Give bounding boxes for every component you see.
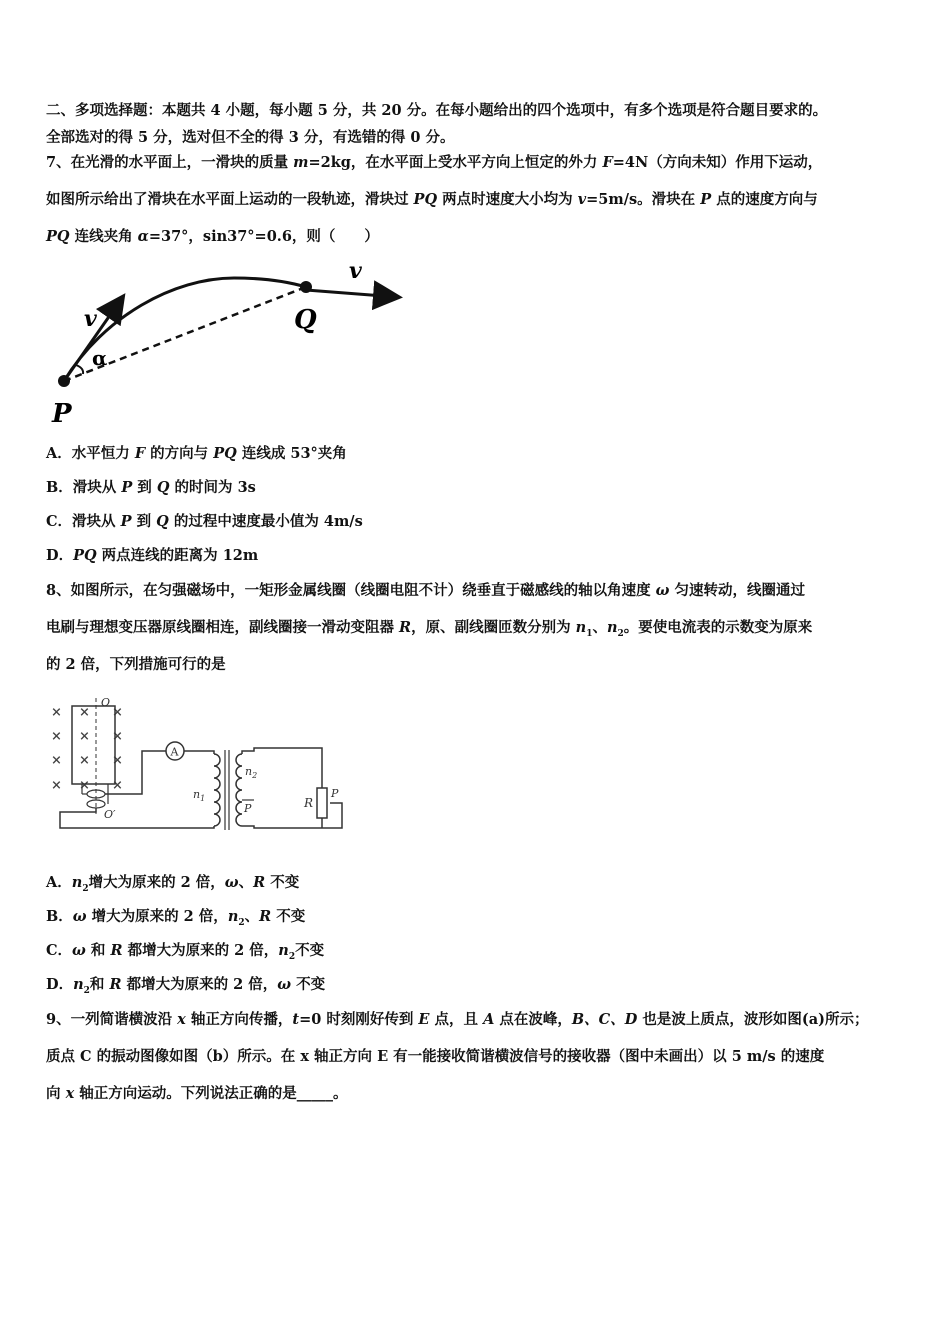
q8-option-d[interactable] [46, 975, 325, 1001]
primary-coil [214, 754, 220, 826]
q8-line1 [46, 581, 805, 601]
field-cross: × [112, 778, 123, 793]
q8-text: 、 [592, 619, 607, 636]
option-text: 不变 [295, 942, 325, 959]
angle-arc [76, 365, 83, 374]
velocity-arrow-q [306, 290, 397, 297]
option-sub: 2 [288, 951, 296, 962]
label-r: R [304, 796, 314, 810]
point-p-dot [58, 375, 70, 387]
label-p2: P [331, 787, 339, 800]
secondary-coil [236, 754, 242, 826]
field-cross: × [112, 729, 123, 744]
option-label: C． [46, 513, 73, 530]
q9-x-symbol: x [65, 1085, 75, 1102]
field-cross: × [51, 729, 62, 744]
q7-text: 两点时速度大小均为 [437, 191, 578, 208]
field-cross: × [112, 753, 123, 768]
q9-text: 一列简谐横波沿 [70, 1011, 178, 1028]
option-symbol: n [227, 908, 239, 925]
option-symbol: PQ [73, 547, 97, 564]
option-label: D． [46, 547, 74, 564]
label-v-top: v [349, 258, 362, 284]
option-text: 连线成 53°夹角 [236, 445, 347, 462]
q7-text: =5m/s。滑块在 [586, 191, 701, 208]
option-text: 的过程中速度最小值为 4m/s [168, 513, 363, 530]
q9-text: 向 [46, 1085, 66, 1102]
q8-option-a[interactable] [46, 873, 299, 899]
option-symbol: PQ [213, 445, 237, 462]
q8-circuit-figure [46, 694, 356, 840]
q7-force-symbol: F [602, 154, 613, 171]
option-symbol: ω [224, 874, 239, 891]
q8-n1-symbol: n [575, 619, 587, 636]
q7-trajectory-figure [44, 256, 414, 431]
q7-text: =2kg，在水平面上受水平方向上恒定的外力 [308, 154, 603, 171]
label-n2: $n_2$ [245, 765, 258, 780]
ammeter-label: A [170, 745, 179, 759]
q8-text: 电刷与理想变压器原线圈相连，副线圈接一滑动变阻器 [46, 619, 400, 636]
option-sub: 2 [82, 883, 89, 894]
q9-text: 轴正方向传播， [185, 1011, 293, 1028]
q9-e-symbol: E [418, 1011, 430, 1028]
option-text: 的时间为 3s [169, 479, 256, 496]
option-sub: 2 [238, 917, 245, 928]
q8-n2-sub: 2 [617, 628, 624, 639]
q7-text: 点的速度方向与 [711, 191, 818, 208]
q7-text: 连线夹角 [69, 228, 138, 245]
q8-n2-symbol: n [606, 619, 618, 636]
q9-line3 [46, 1084, 348, 1104]
option-text: 不变 [271, 908, 306, 925]
section-header-line1: 二、多项选择题：本题共 4 小题，每小题 5 分，共 20 分。在每小题给出的四个选项中，有多个选项是符合题目要求的。 [46, 102, 828, 119]
q8-number: 8、 [46, 582, 71, 599]
q7-number: 7、 [46, 154, 71, 171]
q7-text: =37°，sin37°=0.6，则（ ） [148, 228, 379, 245]
option-symbol: P [120, 513, 132, 530]
option-text: 到 [132, 479, 157, 496]
option-symbol: Q [156, 479, 170, 496]
label-o: O [101, 696, 111, 709]
option-text: 水平恒力 [71, 445, 135, 462]
answer-blank[interactable]: _____ [296, 1085, 334, 1102]
q7-line2 [46, 190, 818, 210]
q8-line2 [46, 618, 812, 644]
q9-text: 点，且 [429, 1011, 484, 1028]
section-header-line2: 全部选对的得 5 分，选对但不全的得 3 分，有选错的得 0 分。 [46, 129, 455, 146]
q7-text: =4N（方向未知）作用下运动， [612, 154, 823, 171]
q8-option-b[interactable] [46, 907, 305, 933]
point-q-dot [300, 281, 312, 293]
field-cross: × [79, 729, 90, 744]
q9-text: =0 时刻刚好传到 [299, 1011, 419, 1028]
option-symbol: Q [156, 513, 169, 530]
q8-r-symbol: R [399, 619, 412, 636]
label-q: Q [294, 305, 317, 335]
q9-x-symbol: x [177, 1011, 186, 1028]
q9-line1 [46, 1010, 868, 1030]
option-text: 到 [131, 513, 157, 530]
option-label: B． [46, 908, 73, 925]
q8-text: 匀速转动，线圈通过 [669, 582, 806, 599]
field-cross: × [51, 778, 62, 793]
option-text: 的方向与 [145, 445, 214, 462]
label-o-prime: O′ [104, 808, 116, 821]
option-text: 和 [89, 976, 110, 993]
field-cross: × [79, 753, 90, 768]
label-n1: $n_1$ [193, 788, 206, 803]
field-cross: × [51, 705, 62, 720]
field-cross: × [112, 705, 123, 720]
q9-text: 点在波峰， [494, 1011, 572, 1028]
q8-text: 如图所示，在匀强磁场中，一矩形金属线圈（线圈电阻不计）绕垂直于磁感线的轴以角速度 [70, 582, 656, 599]
option-text: 、 [244, 908, 260, 925]
option-symbol: R [110, 942, 123, 959]
option-symbol: n [71, 874, 83, 891]
option-text: 都增大为原来的 2 倍， [121, 976, 278, 993]
option-symbol: R [259, 908, 272, 925]
field-cross: × [51, 753, 62, 768]
q7-line1 [46, 153, 822, 173]
q8-omega-symbol: ω [655, 582, 670, 599]
option-symbol: P [121, 479, 133, 496]
q7-mass-symbol: m [293, 154, 309, 171]
q7-option-c[interactable] [46, 512, 363, 532]
field-cross: × [79, 778, 90, 793]
wire-secondary [242, 748, 322, 788]
option-text: 都增大为原来的 2 倍， [122, 942, 279, 959]
option-label: A． [46, 874, 72, 891]
option-symbol: n [278, 942, 289, 959]
option-text: 和 [85, 942, 111, 959]
q7-option-b[interactable] [46, 478, 256, 498]
option-label: D． [46, 976, 74, 993]
q9-number: 9、 [46, 1011, 71, 1028]
q9-text: 也是波上质点，波形如图(a)所示； [637, 1011, 869, 1028]
q9-bcd-symbol: B、C、D [571, 1011, 638, 1028]
option-symbol: R [109, 976, 122, 993]
q8-text: ，原、副线圈匝数分别为 [411, 619, 576, 636]
q7-line3 [46, 227, 379, 247]
q9-text: 轴正方向运动。下列说法正确的是 [74, 1085, 297, 1102]
q9-text: 。 [333, 1085, 348, 1102]
q7-text: 如图所示给出了滑块在水平面上运动的一段轨迹，滑块过 [46, 191, 414, 208]
q7-text: 在光滑的水平面上，一滑块的质量 [70, 154, 294, 171]
option-symbol: ω [277, 976, 292, 993]
option-text: 不变 [291, 976, 326, 993]
q9-t-symbol: t [292, 1011, 300, 1028]
option-text: 滑块从 [72, 479, 122, 496]
option-label: A． [46, 445, 72, 462]
wire-primary-top2 [184, 751, 214, 754]
label-p: P [52, 399, 72, 429]
option-text: 滑块从 [72, 513, 121, 530]
label-p1: P [244, 802, 252, 815]
option-label: B． [46, 479, 73, 496]
option-label: C． [46, 942, 73, 959]
q7-pq-symbol: PQ [413, 191, 438, 208]
q8-text: 。要使电流表的示数变为原来 [623, 619, 813, 636]
q8-line3: 的 2 倍，下列措施可行的是 [46, 656, 226, 673]
option-symbol: ω [72, 908, 87, 925]
option-symbol: n [73, 976, 84, 993]
option-text: 两点连线的距离为 12m [96, 547, 259, 564]
label-v-left: v [84, 306, 97, 332]
q7-v-symbol: v [577, 191, 587, 208]
rheostat [317, 788, 327, 818]
option-text: 不变 [265, 874, 300, 891]
field-cross: × [79, 705, 90, 720]
option-symbol: F [134, 445, 146, 462]
option-sub: 2 [83, 985, 90, 996]
option-text: 、 [238, 874, 254, 891]
wire-primary-bottom [60, 808, 214, 828]
q8-n1-sub: 1 [586, 628, 593, 639]
q7-option-d[interactable] [46, 546, 258, 566]
option-text: 增大为原来的 2 倍， [88, 874, 225, 891]
option-text: 增大为原来的 2 倍， [86, 908, 228, 925]
option-symbol: ω [72, 942, 86, 959]
option-symbol: R [253, 874, 266, 891]
label-alpha: α [92, 346, 108, 370]
q9-a-symbol: A [483, 1011, 495, 1028]
q7-p-symbol: P [700, 191, 712, 208]
q7-option-a[interactable] [46, 444, 347, 464]
q7-alpha-symbol: α [137, 228, 149, 245]
q8-option-c[interactable] [46, 941, 324, 967]
q7-pq-symbol: PQ [46, 228, 70, 245]
q9-line2: 质点 C 的振动图像如图（b）所示。在 x 轴正方向 E 有一能接收简谐横波信号的接收器（图中未画出）以 5 m/s 的速度 [46, 1048, 825, 1065]
